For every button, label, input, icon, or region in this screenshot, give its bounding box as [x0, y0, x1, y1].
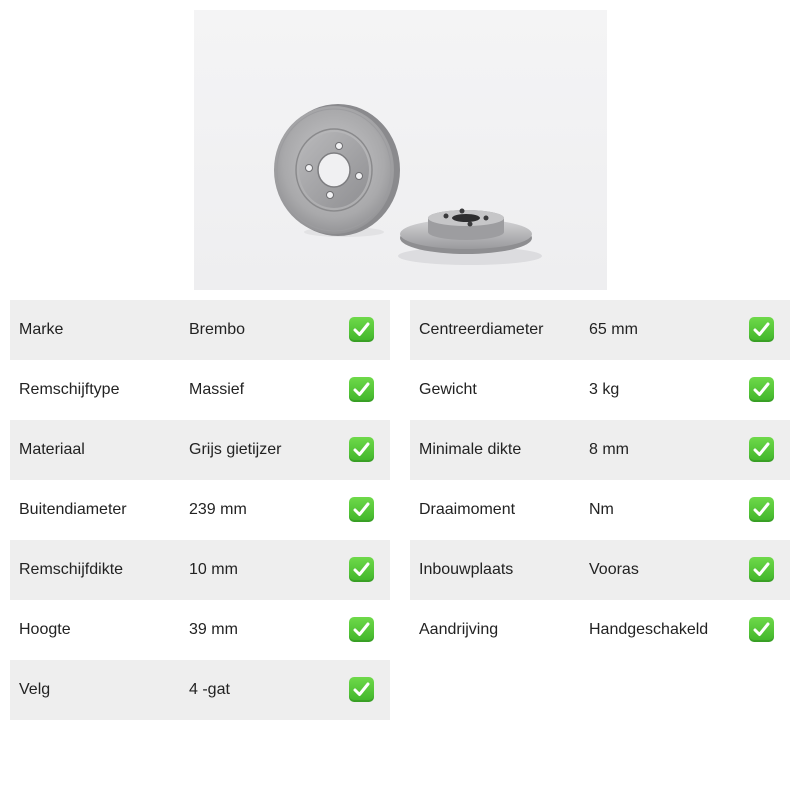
spec-label: Gewicht	[419, 381, 477, 398]
spec-label: Minimale dikte	[419, 441, 522, 458]
spec-label: Marke	[19, 321, 64, 338]
brake-disc-image	[194, 10, 607, 290]
spec-value: Handgeschakeld	[589, 621, 709, 638]
check-mark-icon	[749, 617, 774, 642]
spec-label: Velg	[19, 681, 51, 698]
check-mark-icon	[349, 437, 374, 462]
spec-table-left	[10, 300, 390, 720]
spec-value: Grijs gietijzer	[189, 441, 282, 458]
spec-label: Inbouwplaats	[419, 561, 514, 578]
spec-row	[10, 360, 390, 420]
spec-label: Draaimoment	[419, 501, 516, 518]
spec-row	[410, 480, 790, 540]
check-mark-icon	[349, 617, 374, 642]
spec-value: 4 -gat	[189, 681, 230, 698]
check-mark-icon	[749, 497, 774, 522]
spec-value: 8 mm	[589, 441, 629, 458]
check-mark-icon	[349, 497, 374, 522]
check-mark-icon	[749, 317, 774, 342]
spec-row	[410, 300, 790, 360]
spec-row	[10, 300, 390, 360]
spec-label: Remschijftype	[19, 381, 120, 398]
spec-value: Brembo	[189, 321, 246, 338]
spec-value: Nm	[589, 501, 614, 518]
spec-label: Aandrijving	[419, 621, 499, 638]
spec-row	[10, 480, 390, 540]
spec-row	[10, 540, 390, 600]
spec-row	[10, 660, 390, 720]
spec-row	[410, 420, 790, 480]
spec-value: 239 mm	[189, 501, 247, 518]
spec-label: Centreerdiameter	[419, 321, 544, 338]
check-mark-icon	[749, 437, 774, 462]
check-mark-icon	[749, 377, 774, 402]
spec-value: Massief	[189, 381, 245, 398]
check-mark-icon	[349, 677, 374, 702]
spec-label: Buitendiameter	[19, 501, 127, 518]
spec-value: 3 kg	[589, 381, 620, 398]
product-photo	[194, 10, 607, 290]
spec-row	[10, 600, 390, 660]
spec-row	[10, 420, 390, 480]
check-mark-icon	[749, 557, 774, 582]
spec-row	[410, 600, 790, 660]
spec-value: Vooras	[589, 561, 639, 578]
spec-value: 10 mm	[189, 561, 238, 578]
spec-row	[410, 540, 790, 600]
check-mark-icon	[349, 377, 374, 402]
spec-row	[410, 360, 790, 420]
spec-label: Materiaal	[19, 441, 85, 458]
spec-label: Hoogte	[19, 621, 71, 638]
check-mark-icon	[349, 317, 374, 342]
spec-value: 39 mm	[189, 621, 238, 638]
check-mark-icon	[349, 557, 374, 582]
spec-label: Remschijfdikte	[19, 561, 124, 578]
spec-table-right	[410, 300, 790, 660]
spec-value: 65 mm	[589, 321, 638, 338]
